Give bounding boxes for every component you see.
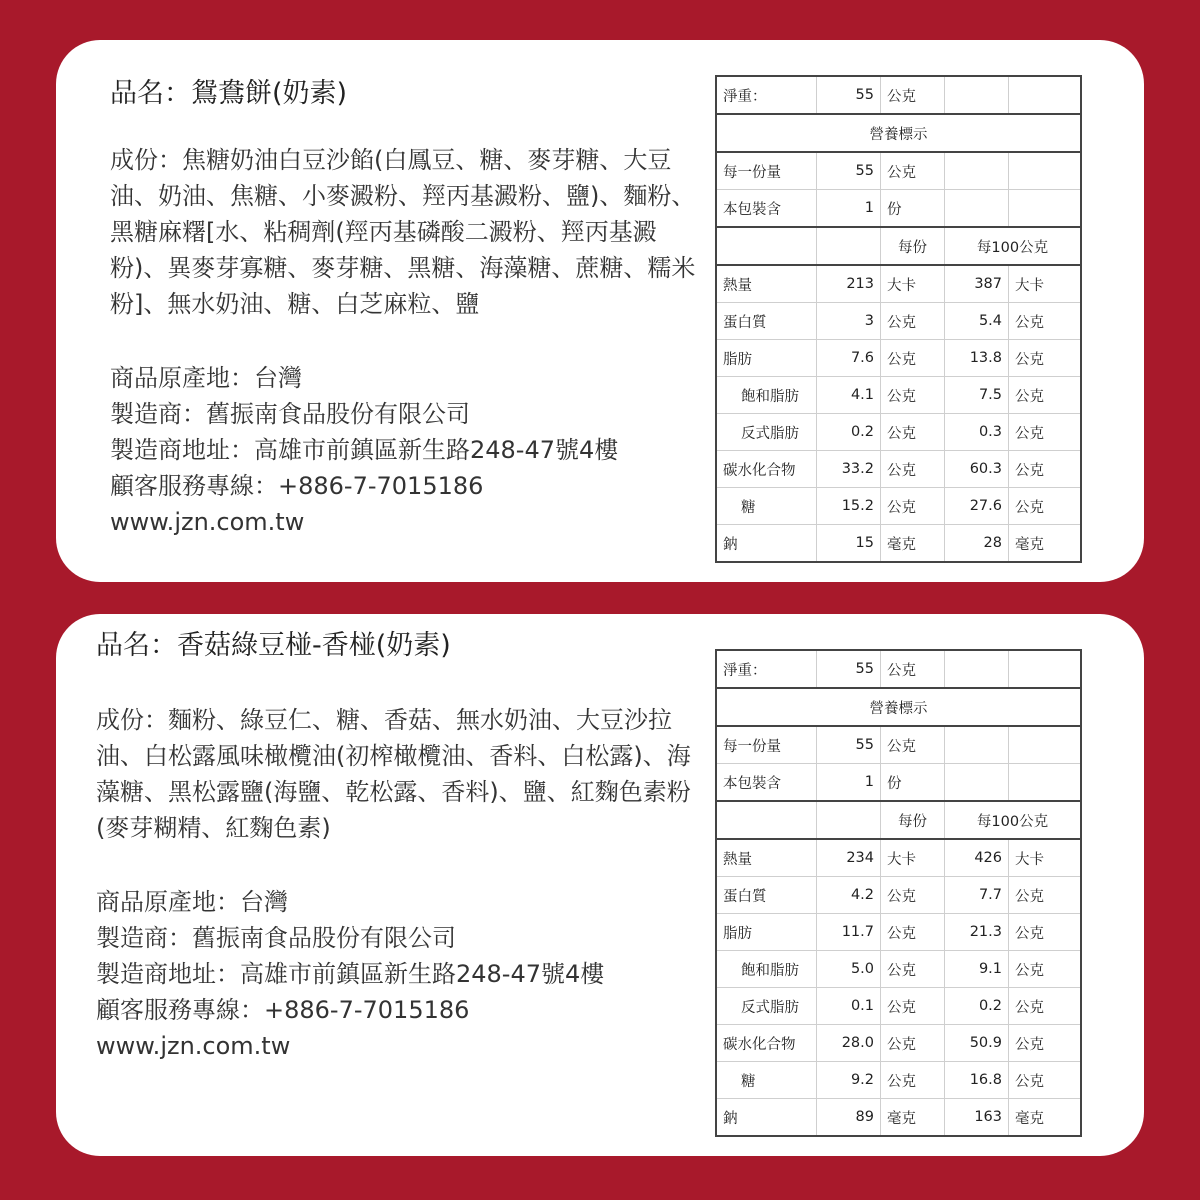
nutrient-row [717, 303, 1081, 340]
nutrient-row [717, 1099, 1081, 1136]
address-text: 製造商地址：高雄市前鎮區新生路248-47號4樓 [96, 960, 605, 988]
product-card-1 [56, 40, 1144, 582]
per-serving-header: 每份 [881, 801, 945, 839]
nutrient-label: 碳水化合物 [717, 451, 817, 488]
per-serving-value: 213 [817, 265, 881, 303]
per-serving-header: 每份 [881, 227, 945, 265]
per-serving-value: 15 [817, 525, 881, 562]
per-serving-unit: 公克 [881, 451, 945, 488]
per-serving-value: 11.7 [817, 914, 881, 951]
servings-unit: 份 [881, 190, 945, 228]
per-serving-value: 0.2 [817, 414, 881, 451]
product-info [96, 628, 702, 1064]
net-weight-unit: 公克 [881, 651, 945, 689]
per-100g-unit: 大卡 [1009, 839, 1081, 877]
per-serving-unit: 毫克 [881, 525, 945, 562]
per-100g-value: 426 [945, 839, 1009, 877]
per-100g-value: 387 [945, 265, 1009, 303]
per-100g-value: 27.6 [945, 488, 1009, 525]
per-100g-value: 0.2 [945, 988, 1009, 1025]
per-100g-header: 每100公克 [945, 801, 1081, 839]
per-serving-unit: 公克 [881, 303, 945, 340]
serving-size-label: 每一份量 [717, 152, 817, 190]
net-weight-unit: 公克 [881, 77, 945, 115]
per-100g-unit: 公克 [1009, 451, 1081, 488]
nutrient-label: 鈉 [717, 1099, 817, 1136]
net-weight-value: 55 [817, 77, 881, 115]
per-100g-value: 16.8 [945, 1062, 1009, 1099]
product-name: 品名：香菇綠豆椪-香椪(奶素) [96, 630, 451, 661]
nutrition-title: 營養標示 [717, 688, 1081, 726]
per-100g-unit: 大卡 [1009, 265, 1081, 303]
nutrition-table [716, 76, 1081, 562]
ingredients-text: 成份：焦糖奶油白豆沙餡(白鳳豆、糖、麥芽糖、大豆油、奶油、焦糖、小麥澱粉、羥丙基澱粉、鹽)、麵粉、黑糖麻糬[水、粘稠劑(羥丙基磷酸二澱粉、羥丙基澱粉)、異麥芽寡糖、麥芽糖、黑糖、海藻糖、蔗糖、糯米粉]、無水奶油、糖、白芝麻粒、鹽 [110, 146, 696, 318]
per-serving-value: 5.0 [817, 951, 881, 988]
per-serving-value: 4.1 [817, 377, 881, 414]
nutrient-row [717, 525, 1081, 562]
servings-label: 本包裝含 [717, 190, 817, 228]
address-text: 製造商地址：高雄市前鎮區新生路248-47號4樓 [110, 436, 619, 464]
per-100g-value: 5.4 [945, 303, 1009, 340]
per-100g-unit: 公克 [1009, 877, 1081, 914]
nutrient-row [717, 1025, 1081, 1062]
nutrient-row [717, 377, 1081, 414]
per-serving-value: 28.0 [817, 1025, 881, 1062]
nutrient-label: 蛋白質 [717, 877, 817, 914]
per-serving-unit: 公克 [881, 951, 945, 988]
per-serving-value: 4.2 [817, 877, 881, 914]
per-serving-unit: 公克 [881, 914, 945, 951]
origin-text: 商品原產地：台灣 [110, 364, 302, 392]
nutrition-table [716, 650, 1081, 1136]
nutrient-row [717, 340, 1081, 377]
nutrient-label: 脂肪 [717, 340, 817, 377]
per-serving-unit: 大卡 [881, 839, 945, 877]
per-serving-value: 3 [817, 303, 881, 340]
origin-text: 商品原產地：台灣 [96, 888, 288, 916]
nutrient-label: 鈉 [717, 525, 817, 562]
per-100g-value: 9.1 [945, 951, 1009, 988]
per-serving-value: 15.2 [817, 488, 881, 525]
per-serving-unit: 公克 [881, 1062, 945, 1099]
manufacturer-text: 製造商：舊振南食品股份有限公司 [96, 924, 456, 952]
per-100g-unit: 公克 [1009, 377, 1081, 414]
servings-value: 1 [817, 190, 881, 228]
per-serving-unit: 公克 [881, 377, 945, 414]
website-text: www.jzn.com.tw [110, 508, 305, 536]
per-100g-unit: 公克 [1009, 414, 1081, 451]
net-weight-value: 55 [817, 651, 881, 689]
per-serving-unit: 公克 [881, 488, 945, 525]
per-100g-unit: 公克 [1009, 988, 1081, 1025]
per-serving-value: 0.1 [817, 988, 881, 1025]
per-serving-unit: 毫克 [881, 1099, 945, 1136]
website-text: www.jzn.com.tw [96, 1032, 291, 1060]
nutrient-label: 反式脂肪 [717, 414, 817, 451]
servings-unit: 份 [881, 764, 945, 802]
per-100g-value: 163 [945, 1099, 1009, 1136]
per-100g-unit: 公克 [1009, 303, 1081, 340]
per-100g-unit: 公克 [1009, 1025, 1081, 1062]
net-weight-label: 淨重： [717, 77, 817, 115]
nutrient-label: 脂肪 [717, 914, 817, 951]
per-serving-value: 33.2 [817, 451, 881, 488]
hotline-text: 顧客服務專線：+886-7-7015186 [110, 472, 484, 500]
nutrient-row [717, 265, 1081, 303]
nutrient-row [717, 877, 1081, 914]
per-100g-value: 13.8 [945, 340, 1009, 377]
nutrient-row [717, 451, 1081, 488]
nutrient-label: 飽和脂肪 [717, 951, 817, 988]
nutrient-row [717, 414, 1081, 451]
per-100g-unit: 公克 [1009, 340, 1081, 377]
per-100g-value: 28 [945, 525, 1009, 562]
per-100g-unit: 公克 [1009, 1062, 1081, 1099]
nutrient-label: 飽和脂肪 [717, 377, 817, 414]
per-100g-value: 0.3 [945, 414, 1009, 451]
per-100g-value: 50.9 [945, 1025, 1009, 1062]
manufacturer-text: 製造商：舊振南食品股份有限公司 [110, 400, 470, 428]
nutrient-label: 蛋白質 [717, 303, 817, 340]
per-100g-unit: 毫克 [1009, 525, 1081, 562]
nutrient-row [717, 988, 1081, 1025]
per-100g-unit: 公克 [1009, 951, 1081, 988]
product-card-2 [56, 614, 1144, 1156]
servings-label: 本包裝含 [717, 764, 817, 802]
serving-size-value: 55 [817, 152, 881, 190]
per-100g-unit: 公克 [1009, 488, 1081, 525]
per-serving-unit: 公克 [881, 340, 945, 377]
nutrient-row [717, 1062, 1081, 1099]
nutrient-label: 熱量 [717, 265, 817, 303]
per-100g-value: 7.5 [945, 377, 1009, 414]
serving-size-unit: 公克 [881, 152, 945, 190]
per-serving-unit: 大卡 [881, 265, 945, 303]
nutrient-label: 熱量 [717, 839, 817, 877]
nutrient-label: 反式脂肪 [717, 988, 817, 1025]
nutrient-row [717, 951, 1081, 988]
per-100g-header: 每100公克 [945, 227, 1081, 265]
per-100g-value: 60.3 [945, 451, 1009, 488]
per-100g-value: 7.7 [945, 877, 1009, 914]
net-weight-label: 淨重： [717, 651, 817, 689]
per-serving-unit: 公克 [881, 1025, 945, 1062]
nutrient-label: 碳水化合物 [717, 1025, 817, 1062]
per-100g-value: 21.3 [945, 914, 1009, 951]
product-info [110, 76, 700, 540]
per-serving-unit: 公克 [881, 414, 945, 451]
per-serving-unit: 公克 [881, 988, 945, 1025]
ingredients-text: 成份：麵粉、綠豆仁、糖、香菇、無水奶油、大豆沙拉油、白松露風味橄欖油(初榨橄欖油、香料、白松露)、海藻糖、黑松露鹽(海鹽、乾松露、香料)、鹽、紅麴色素粉(麥芽糊精、紅麴色素) [96, 706, 691, 842]
nutrient-row [717, 914, 1081, 951]
product-name: 品名：鴛鴦餅(奶素) [110, 78, 348, 109]
per-serving-value: 234 [817, 839, 881, 877]
serving-size-value: 55 [817, 726, 881, 764]
per-serving-value: 7.6 [817, 340, 881, 377]
hotline-text: 顧客服務專線：+886-7-7015186 [96, 996, 470, 1024]
serving-size-unit: 公克 [881, 726, 945, 764]
per-serving-value: 89 [817, 1099, 881, 1136]
nutrient-label: 糖 [717, 488, 817, 525]
nutrient-row [717, 839, 1081, 877]
servings-value: 1 [817, 764, 881, 802]
nutrient-row [717, 488, 1081, 525]
per-serving-unit: 公克 [881, 877, 945, 914]
serving-size-label: 每一份量 [717, 726, 817, 764]
nutrient-label: 糖 [717, 1062, 817, 1099]
per-100g-unit: 毫克 [1009, 1099, 1081, 1136]
nutrition-title: 營養標示 [717, 114, 1081, 152]
per-serving-value: 9.2 [817, 1062, 881, 1099]
per-100g-unit: 公克 [1009, 914, 1081, 951]
